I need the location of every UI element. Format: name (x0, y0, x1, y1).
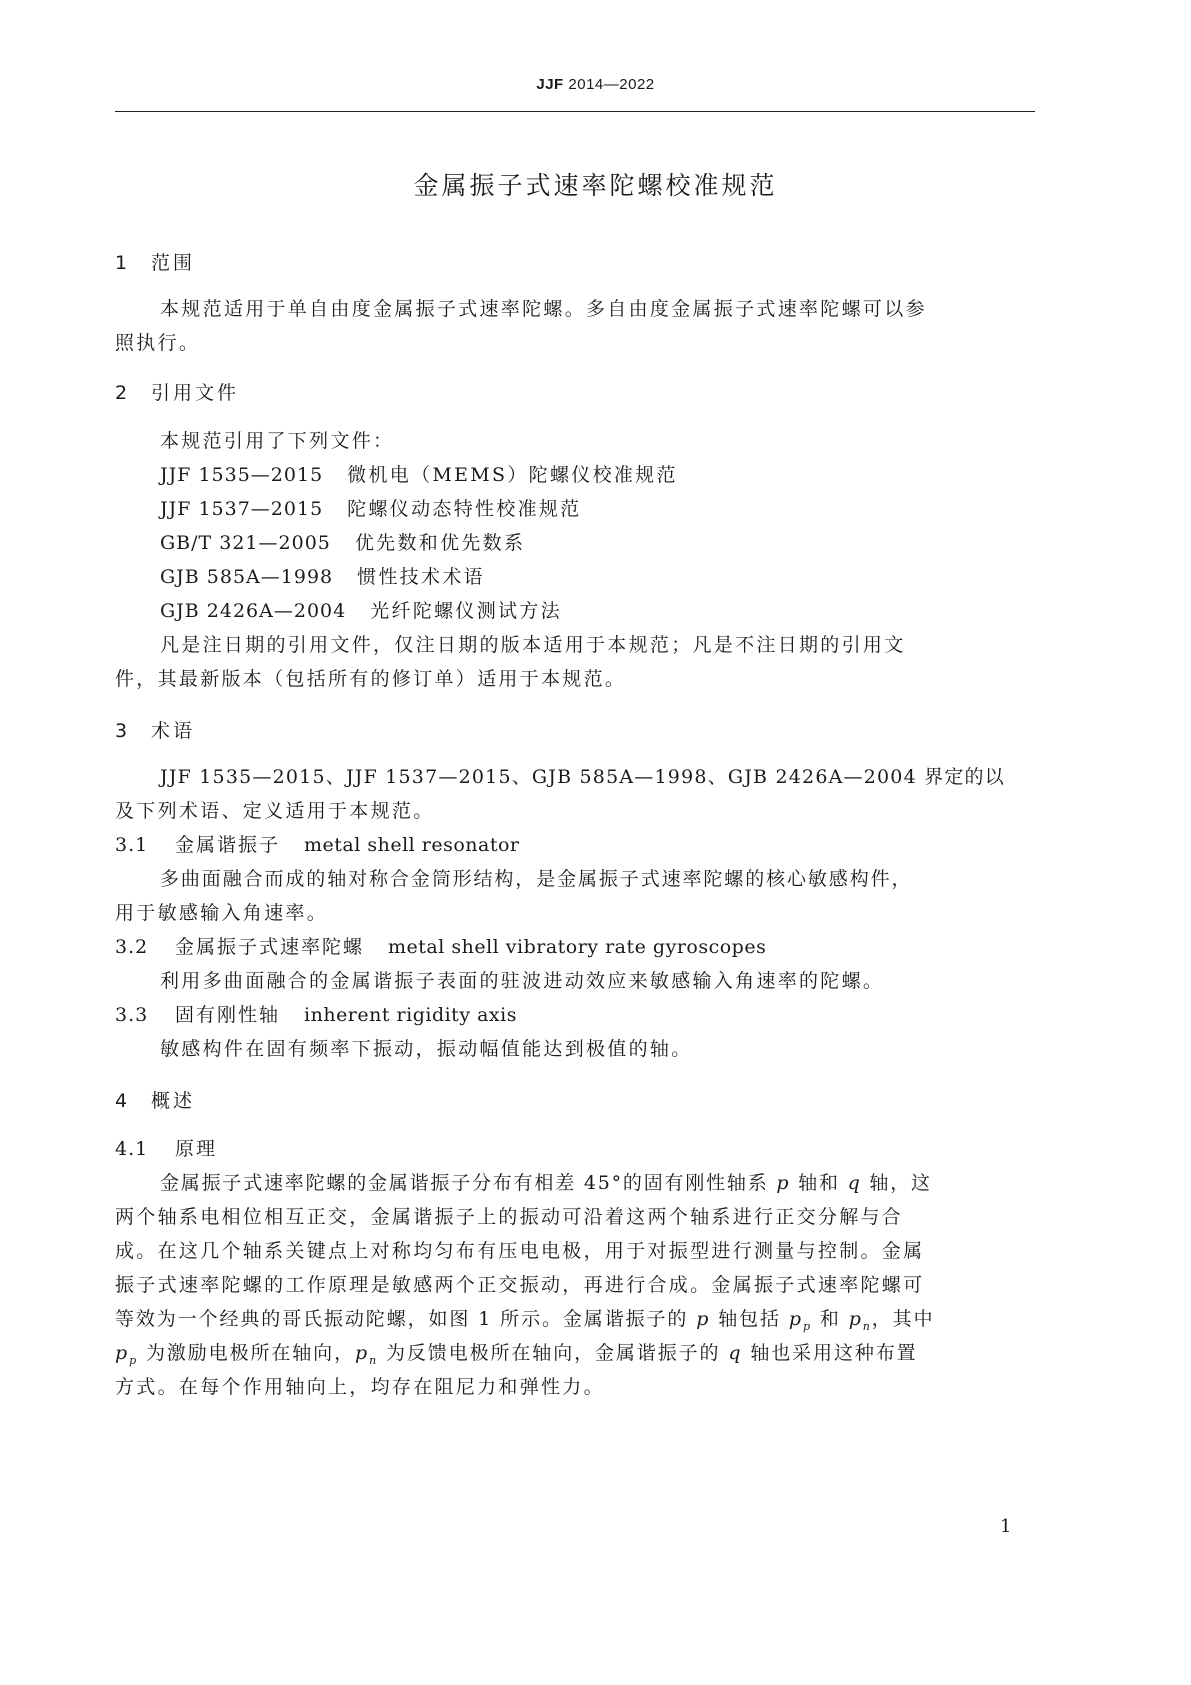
paragraph-line: 照执行。 (115, 332, 201, 354)
page-number: 1 (1000, 1516, 1012, 1537)
section-title: 术语 (151, 720, 196, 742)
term-definition-line: 敏感构件在固有频率下振动，振动幅值能达到极值的轴。 (160, 1038, 693, 1060)
paragraph-line (115, 1338, 918, 1367)
reference-code: JJF 1535—2015 (160, 464, 324, 486)
paragraph-line: JJF 1535—2015、JJF 1537—2015、GJB 585A—1998、GJB 2426A—2004 界定的以 (160, 766, 1005, 788)
running-header (0, 76, 1191, 93)
term-chinese: 固有刚性轴 (175, 1004, 281, 1026)
reference-item (160, 596, 562, 623)
header-number: 2014—2022 (568, 76, 655, 93)
section-title: 范围 (151, 252, 196, 274)
term-chinese: 金属谐振子 (175, 834, 281, 856)
section-title: 引用文件 (151, 382, 240, 404)
paragraph-line: 本规范适用于单自由度金属振子式速率陀螺。多自由度金属振子式速率陀螺可以参 (160, 298, 927, 320)
section-number: 2 (115, 382, 128, 404)
term-heading (115, 830, 520, 857)
paragraph-line: 两个轴系电相位相互正交，金属谐振子上的振动可沿着这两个轴系进行正交分解与合 (115, 1206, 904, 1228)
reference-title: 光纤陀螺仪测试方法 (370, 600, 562, 622)
term-heading (115, 932, 766, 959)
section-number: 3 (115, 720, 128, 742)
section-heading-1 (115, 248, 195, 275)
paragraph-line: 成。在这几个轴系关键点上对称均匀布有压电电极，用于对振型进行测量与控制。金属 (115, 1240, 925, 1262)
reference-title: 微机电（MEMS）陀螺仪校准规范 (347, 464, 678, 486)
term-number: 3.1 (115, 834, 149, 856)
subscript-p: p (802, 1319, 812, 1333)
term-definition-line: 用于敏感输入角速率。 (115, 902, 329, 924)
subscript-n: n (369, 1353, 379, 1367)
paragraph-line (160, 1168, 932, 1195)
paragraph-line: 凡是注日期的引用文件，仅注日期的版本适用于本规范；凡是不注日期的引用文 (160, 634, 906, 656)
reference-code: GB/T 321—2005 (160, 532, 331, 554)
reference-item (160, 528, 525, 555)
variable-p: p (354, 1342, 370, 1364)
text-run: 轴包括 (710, 1308, 789, 1330)
reference-item (160, 460, 678, 487)
variable-p: p (848, 1308, 863, 1330)
reference-code: GJB 585A—1998 (160, 566, 334, 588)
reference-item (160, 562, 485, 589)
section-heading-2 (115, 378, 239, 405)
text-run: 轴，这 (861, 1172, 932, 1194)
subsection-heading (115, 1134, 241, 1161)
term-english: metal shell resonator (304, 834, 520, 856)
section-title: 概述 (151, 1090, 196, 1112)
text-run: 轴也采用这种布置 (742, 1342, 918, 1364)
text-run: 和 (811, 1308, 849, 1330)
text-run: 等效为一个经典的哥氏振动陀螺，如图 1 所示。金属谐振子的 (115, 1308, 697, 1330)
subsection-title: 原理 (175, 1138, 218, 1160)
paragraph-line: 本规范引用了下列文件： (160, 430, 395, 452)
text-run: ，其中 (871, 1308, 935, 1330)
section-number: 1 (115, 252, 128, 274)
section-heading-3 (115, 716, 195, 743)
document-title: 金属振子式速率陀螺校准规范 (413, 171, 778, 200)
variable-p: p (115, 1342, 130, 1364)
reference-title: 优先数和优先数系 (354, 532, 526, 554)
term-english: metal shell vibratory rate gyroscopes (388, 936, 767, 958)
variable-p: p (788, 1308, 803, 1330)
paragraph-line: 及下列术语、定义适用于本规范。 (115, 800, 435, 822)
paragraph-line: 振子式速率陀螺的工作原理是敏感两个正交振动，再进行合成。金属振子式速率陀螺可 (115, 1274, 925, 1296)
variable-p: p (776, 1172, 791, 1194)
header-code: JJF (536, 76, 564, 93)
subscript-p: p (129, 1353, 139, 1367)
reference-item (160, 494, 581, 521)
text-run: 为激励电极所在轴向， (138, 1342, 355, 1364)
section-heading-4 (115, 1086, 195, 1113)
header-rule (115, 111, 1035, 112)
paragraph-line (115, 1304, 934, 1333)
subscript-n: n (862, 1319, 872, 1333)
text-run: 轴和 (790, 1172, 848, 1194)
paragraph-line: 件，其最新版本（包括所有的修订单）适用于本规范。 (115, 668, 627, 690)
term-heading (115, 1000, 517, 1027)
term-chinese: 金属振子式速率陀螺 (175, 936, 365, 958)
term-english: inherent rigidity axis (304, 1004, 517, 1026)
variable-p: p (696, 1308, 711, 1330)
variable-q: q (728, 1342, 743, 1364)
term-definition-line: 多曲面融合而成的轴对称合金筒形结构，是金属振子式速率陀螺的核心敏感构件， (160, 868, 913, 890)
reference-title: 陀螺仪动态特性校准规范 (347, 498, 582, 520)
term-number: 3.3 (115, 1004, 149, 1026)
text-run: 为反馈电极所在轴向，金属谐振子的 (378, 1342, 729, 1364)
section-number: 4 (115, 1090, 128, 1112)
variable-q: q (847, 1172, 862, 1194)
subsection-number: 4.1 (115, 1138, 149, 1160)
paragraph-line: 方式。在每个作用轴向上，均存在阻尼力和弹性力。 (115, 1376, 605, 1398)
reference-code: GJB 2426A—2004 (160, 600, 347, 622)
term-number: 3.2 (115, 936, 149, 958)
reference-title: 惯性技术术语 (357, 566, 485, 588)
reference-code: JJF 1537—2015 (160, 498, 324, 520)
term-definition-line: 利用多曲面融合的金属谐振子表面的驻波进动效应来敏感输入角速率的陀螺。 (160, 970, 885, 992)
text-run: 金属振子式速率陀螺的金属谐振子分布有相差 45°的固有刚性轴系 (160, 1172, 777, 1194)
